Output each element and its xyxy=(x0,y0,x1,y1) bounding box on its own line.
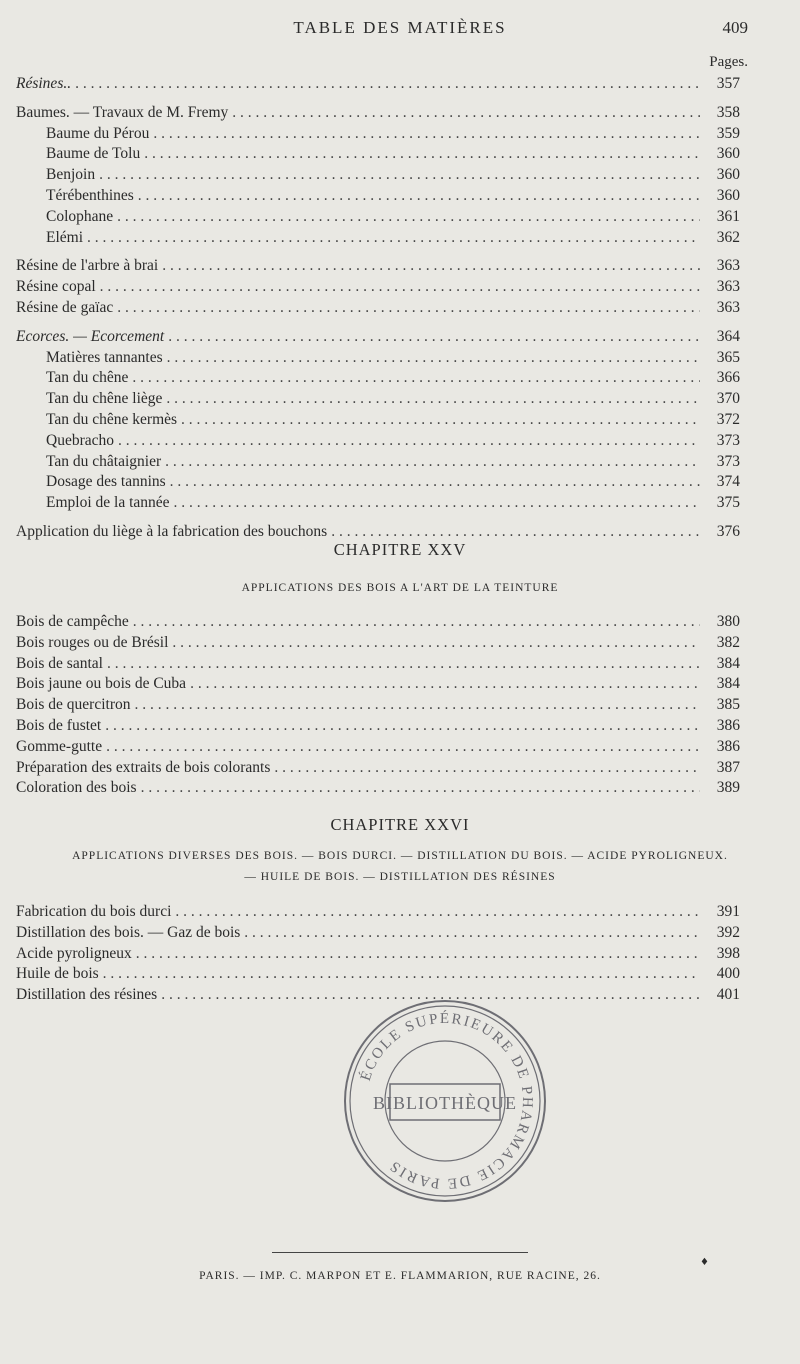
dot-leader xyxy=(103,964,700,985)
toc-section-ch25 xyxy=(16,612,740,799)
toc-entry xyxy=(16,389,740,410)
toc-entry-page: 360 xyxy=(716,186,740,204)
dot-leader xyxy=(232,103,700,124)
toc-entry-title: Tan du chêne xyxy=(46,369,129,387)
toc-entry-page: 363 xyxy=(716,257,740,275)
page-number: 409 xyxy=(722,18,748,37)
group-spacer xyxy=(16,95,740,103)
toc-section-top xyxy=(16,74,740,543)
toc-entry-page: 391 xyxy=(716,903,740,920)
dot-leader xyxy=(162,256,700,277)
toc-entry-title: Bois jaune ou bois de Cuba xyxy=(16,675,187,693)
toc-entry-title: Tan du chêne liège xyxy=(46,390,163,408)
toc-entry xyxy=(16,368,740,389)
toc-entry xyxy=(16,633,740,654)
toc-entry-title: Résine de gaïac xyxy=(16,298,114,316)
chapter-subtitle-line: APPLICATIONS DES BOIS A L'ART DE LA TEINTURE xyxy=(241,582,559,594)
toc-entry-page: 387 xyxy=(716,758,740,776)
stamp-ring-text: ÉCOLE SUPÉRIEURE DE PHARMACIE DE PARIS xyxy=(357,1010,536,1192)
toc-entry xyxy=(16,144,740,165)
toc-entry-title: Résine copal xyxy=(16,278,96,296)
chapter-heading-25: CHAPITRE XXV xyxy=(333,540,467,559)
dot-leader xyxy=(172,633,700,654)
toc-entry-title: Baume de Tolu xyxy=(46,145,141,163)
chapter-subtitle-line: — HUILE DE BOIS. — DISTILLATION DES RÉSINES xyxy=(244,871,556,883)
footer-rule xyxy=(272,1252,528,1253)
dot-leader xyxy=(244,923,700,944)
toc-entry xyxy=(16,327,740,348)
toc-entry-page: 376 xyxy=(716,522,740,540)
toc-entry xyxy=(16,165,740,186)
toc-entry-page: 359 xyxy=(716,124,740,142)
footer-mark: ♦ xyxy=(700,1257,709,1268)
group-spacer xyxy=(16,514,740,522)
stamp-center-text: BIBLIOTHÈQUE xyxy=(373,1093,517,1113)
toc-entry-page: 364 xyxy=(716,327,740,345)
toc-entry xyxy=(16,654,740,675)
toc-entry-title: Bois de fustet xyxy=(16,716,102,734)
toc-entry-page: 385 xyxy=(716,696,740,714)
dot-leader xyxy=(75,74,700,95)
dot-leader xyxy=(136,944,700,965)
toc-entry xyxy=(16,964,740,985)
toc-entry-page: 374 xyxy=(716,473,740,491)
chapter-heading-26: CHAPITRE XXVI xyxy=(330,815,470,834)
dot-leader xyxy=(153,124,700,145)
dot-leader xyxy=(118,431,700,452)
dot-leader xyxy=(132,368,700,389)
toc-entry-title: Quebracho xyxy=(46,431,114,449)
toc-entry-title: Elémi xyxy=(46,228,84,246)
dot-leader xyxy=(168,327,700,348)
toc-entry-page: 384 xyxy=(716,654,740,672)
toc-entry-title: Coloration des bois xyxy=(16,779,137,797)
toc-entry-title: Acide pyroligneux xyxy=(16,944,132,962)
dot-leader xyxy=(190,674,700,695)
dot-leader xyxy=(274,758,700,779)
toc-entry-title: Ecorces. — Ecorcement xyxy=(16,327,165,345)
toc-entry xyxy=(16,472,740,493)
toc-entry-page: 373 xyxy=(716,452,740,470)
dot-leader xyxy=(170,472,700,493)
dot-leader xyxy=(117,298,700,319)
group-spacer xyxy=(16,248,740,256)
dot-leader xyxy=(135,695,700,716)
toc-entry-page: 370 xyxy=(716,390,740,408)
toc-entry-page: 373 xyxy=(716,431,740,449)
group-spacer xyxy=(16,319,740,327)
library-stamp xyxy=(340,996,550,1206)
toc-entry-title: Matières tannantes xyxy=(46,348,163,366)
toc-entry-page: 382 xyxy=(716,633,740,651)
toc-entry-page: 400 xyxy=(716,965,740,983)
toc-entry-title: Distillation des bois. — Gaz de bois xyxy=(16,923,241,941)
toc-entry xyxy=(16,186,740,207)
toc-entry-title: Application du liège à la fabrication des bouchons xyxy=(16,522,328,540)
toc-entry-page: 380 xyxy=(716,613,740,630)
dot-leader xyxy=(107,654,700,675)
running-head xyxy=(0,18,800,42)
chapter-subtitle-line: APPLICATIONS DIVERSES DES BOIS. — BOIS DURCI. — DISTILLATION DU BOIS. — ACIDE PYROLIGNEUX. xyxy=(72,850,728,862)
toc-entry-page: 375 xyxy=(716,494,740,512)
dot-leader xyxy=(181,410,700,431)
toc-entry xyxy=(16,737,740,758)
toc-entry-title: Bois de quercitron xyxy=(16,696,131,714)
toc-entry xyxy=(16,348,740,369)
toc-entry-title: Résine de l'arbre à brai xyxy=(16,257,159,275)
toc-entry xyxy=(16,923,740,944)
toc-entry-page: 389 xyxy=(716,779,740,797)
toc-entry-title: Tan du chêne kermès xyxy=(46,410,178,428)
dot-leader xyxy=(105,716,700,737)
toc-entry-title: Bois rouges ou de Brésil xyxy=(16,633,169,651)
toc-entry-page: 360 xyxy=(716,166,740,184)
toc-entry-page: 365 xyxy=(716,348,740,366)
toc-entry-page: 372 xyxy=(716,410,740,428)
chapter-subtitle-25 xyxy=(0,578,800,599)
toc-entry-page: 386 xyxy=(716,737,740,755)
dot-leader xyxy=(167,348,700,369)
dot-leader xyxy=(99,165,700,186)
toc-entry xyxy=(16,410,740,431)
toc-entry xyxy=(16,674,740,695)
toc-entry-page: 392 xyxy=(716,923,740,941)
toc-entry-title: Résines.. xyxy=(16,75,72,92)
toc-entry xyxy=(16,695,740,716)
toc-entry xyxy=(16,778,740,799)
toc-entry xyxy=(16,103,740,124)
toc-entry-page: 363 xyxy=(716,298,740,316)
toc-entry-page: 386 xyxy=(716,716,740,734)
toc-entry-page: 363 xyxy=(716,278,740,296)
toc-section-ch26 xyxy=(16,902,740,1006)
toc-entry-page: 398 xyxy=(716,944,740,962)
toc-entry xyxy=(16,902,740,923)
toc-entry xyxy=(16,256,740,277)
toc-entry-page: 384 xyxy=(716,675,740,693)
toc-entry-title: Gomme-gutte xyxy=(16,737,103,755)
toc-entry-page: 401 xyxy=(716,986,740,1004)
running-title: TABLE DES MATIÈRES xyxy=(293,18,507,37)
dot-leader xyxy=(87,228,700,249)
toc-entry xyxy=(16,452,740,473)
toc-entry-title: Colophane xyxy=(46,207,114,225)
toc-entry xyxy=(16,431,740,452)
toc-entry-title: Fabrication du bois durci xyxy=(16,903,172,920)
toc-entry-title: Bois de campêche xyxy=(16,613,129,630)
chapter-subtitle-26 xyxy=(0,846,800,888)
toc-entry-title: Benjoin xyxy=(46,166,96,184)
toc-entry xyxy=(16,758,740,779)
toc-entry xyxy=(16,612,740,633)
toc-entry xyxy=(16,124,740,145)
pages-column-label: Pages. xyxy=(709,54,748,70)
toc-entry xyxy=(16,493,740,514)
dot-leader xyxy=(100,277,700,298)
toc-entry-page: 366 xyxy=(716,369,740,387)
dot-leader xyxy=(175,902,700,923)
dot-leader xyxy=(133,612,700,633)
dot-leader xyxy=(166,389,700,410)
toc-entry xyxy=(16,716,740,737)
dot-leader xyxy=(144,144,700,165)
toc-entry-page: 361 xyxy=(716,207,740,225)
dot-leader xyxy=(174,493,700,514)
toc-entry-title: Tan du châtaignier xyxy=(46,452,162,470)
dot-leader xyxy=(138,186,700,207)
dot-leader xyxy=(106,737,700,758)
toc-entry-page: 358 xyxy=(716,103,740,121)
toc-entry-title: Distillation des résines xyxy=(16,986,158,1004)
toc-entry-title: Huile de bois xyxy=(16,965,99,983)
toc-entry xyxy=(16,228,740,249)
toc-entry xyxy=(16,277,740,298)
toc-entry-page: 360 xyxy=(716,145,740,163)
toc-entry-title: Baume du Pérou xyxy=(46,124,150,142)
toc-entry xyxy=(16,207,740,228)
toc-entry-page: 362 xyxy=(716,228,740,246)
toc-entry-page: 357 xyxy=(716,75,740,92)
dot-leader xyxy=(117,207,700,228)
printer-imprint: PARIS. — IMP. C. MARPON ET E. FLAMMARION, RUE RACINE, 26. xyxy=(199,1270,601,1282)
toc-entry xyxy=(16,298,740,319)
toc-entry-title: Préparation des extraits de bois colorants xyxy=(16,758,271,776)
dot-leader xyxy=(141,778,700,799)
toc-entry-title: Térébenthines xyxy=(46,186,134,204)
toc-entry-title: Baumes. — Travaux de M. Fremy xyxy=(16,103,229,121)
toc-entry-title: Bois de santal xyxy=(16,654,103,672)
toc-entry xyxy=(16,944,740,965)
toc-entry-title: Emploi de la tannée xyxy=(46,494,170,512)
toc-entry xyxy=(16,74,740,95)
toc-entry-title: Dosage des tannins xyxy=(46,473,166,491)
dot-leader xyxy=(165,452,700,473)
